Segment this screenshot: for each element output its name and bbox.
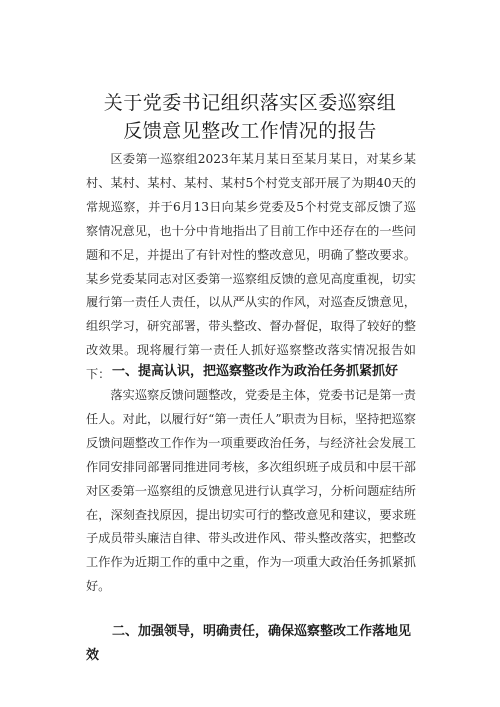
section-heading-1: 一、提高认识，把巡察整改作为政治任务抓紧抓好 — [112, 364, 399, 379]
report-title-line-2: 反馈意见整改工作情况的报告 — [123, 120, 377, 142]
intro-paragraph: 区委第一巡察组2023年某月某日至某月某日，对某乡某村、某村、某村、某村、某村5个村党支部开展了为期40天的常规巡察，并于6月13日向某乡党委及5个村党支部反馈了巡察情况意见，也十分中肯地指出了目前工作中还存在的一些问题和不足，并提出了有针对性的整改意见，明确了整改要求。某乡党委某同志对区委第一巡察组反馈的意见高度重视，切实履行第一责任人责任，以从严从实的作风，对巡查反馈意见，组织学习，研究部署，带头整改、督办督促，取得了较好的整改效果。现将履行第一责任人抓好巡察整改落实情况报告如下： — [86, 152, 416, 382]
report-title-line-1: 关于党委书记组织落实区委巡察组 — [103, 92, 397, 114]
section-1-paragraph: 落实巡察反馈问题整改，党委是主体，党委书记是第一责任人。对此，以履行好“第一责任人”职责为目标，坚持把巡察反馈问题整改工作作为一项重要政治任务，与经济社会发展工作同安排同部署同推进同考核，多次组织班子成员和中层干部对区委第一巡察组的反馈意见进行认真学习，分析问题症结所在，深刻查找原因，提出切实可行的整改意见和建议，要求班子成员带头廉洁自律、带头改进作风、带头整改落实，把整改工作作为近期工作的重中之重，作为一项重大政治任务抓紧抓好。 — [86, 388, 416, 594]
section-heading-2: 二、加强领导，明确责任，确保巡察整改工作落地见效 — [86, 624, 412, 663]
